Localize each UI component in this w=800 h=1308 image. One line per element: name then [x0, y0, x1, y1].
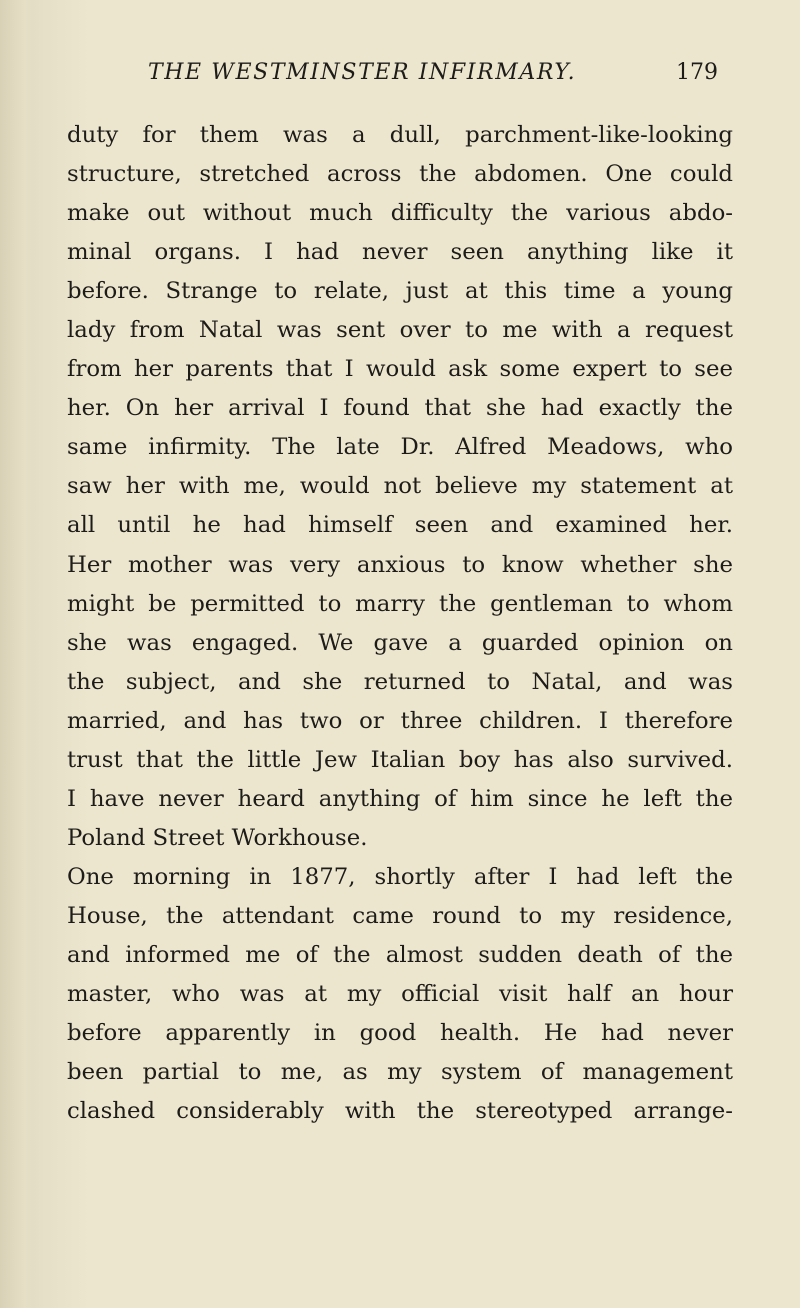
text-line: before apparently in good health. He had never — [67, 1020, 733, 1047]
text-line: clashed considerably with the stereotyped arrange- — [67, 1098, 733, 1125]
text-line: might be permitted to marry the gentleman to whom — [67, 590, 733, 617]
page-number: 179 — [676, 60, 718, 85]
text-line: House, the attendant came round to my residence, — [67, 902, 733, 929]
text-line: trust that the little Jew Italian boy has also survived. — [67, 746, 733, 773]
paragraph-start-line: One morning in 1877, shortly after I had left the — [67, 863, 733, 890]
text-line: same infirmity. The late Dr. Alfred Meadows, who — [67, 434, 733, 461]
page-gutter-shadow — [0, 0, 36, 1308]
text-line: her. On her arrival I found that she had exactly the — [67, 395, 733, 422]
text-line: married, and has two or three children. I therefore — [67, 707, 733, 734]
text-line: structure, stretched across the abdomen. One could — [67, 161, 733, 188]
text-line: lady from Natal was sent over to me with a request — [67, 317, 733, 344]
text-line: saw her with me, would not believe my statement at — [67, 473, 733, 500]
text-line: the subject, and she returned to Natal, and was — [67, 668, 733, 695]
text-line: make out without much difficulty the various abdo- — [67, 200, 733, 227]
text-line: from her parents that I would ask some expert to see — [67, 356, 733, 383]
running-title: THE WESTMINSTER INFIRMARY. — [148, 60, 577, 85]
body-text — [67, 116, 733, 1131]
text-line: she was engaged. We gave a guarded opinion on — [67, 629, 733, 656]
text-line: Her mother was very anxious to know whether she — [67, 551, 733, 578]
text-line: master, who was at my official visit half an hour — [67, 981, 733, 1008]
running-head — [148, 60, 718, 94]
text-line: all until he had himself seen and examined her. — [67, 512, 733, 539]
text-line: I have never heard anything of him since he left the — [67, 785, 733, 812]
text-line: duty for them was a dull, parchment-like-looking — [67, 122, 733, 148]
text-line: minal organs. I had never seen anything like it — [67, 239, 733, 266]
text-line: before. Strange to relate, just at this time a young — [67, 278, 733, 305]
text-line: and informed me of the almost sudden death of the — [67, 941, 733, 968]
paragraph-end-line: Poland Street Workhouse. — [67, 824, 368, 851]
text-line: been partial to me, as my system of management — [67, 1059, 733, 1086]
